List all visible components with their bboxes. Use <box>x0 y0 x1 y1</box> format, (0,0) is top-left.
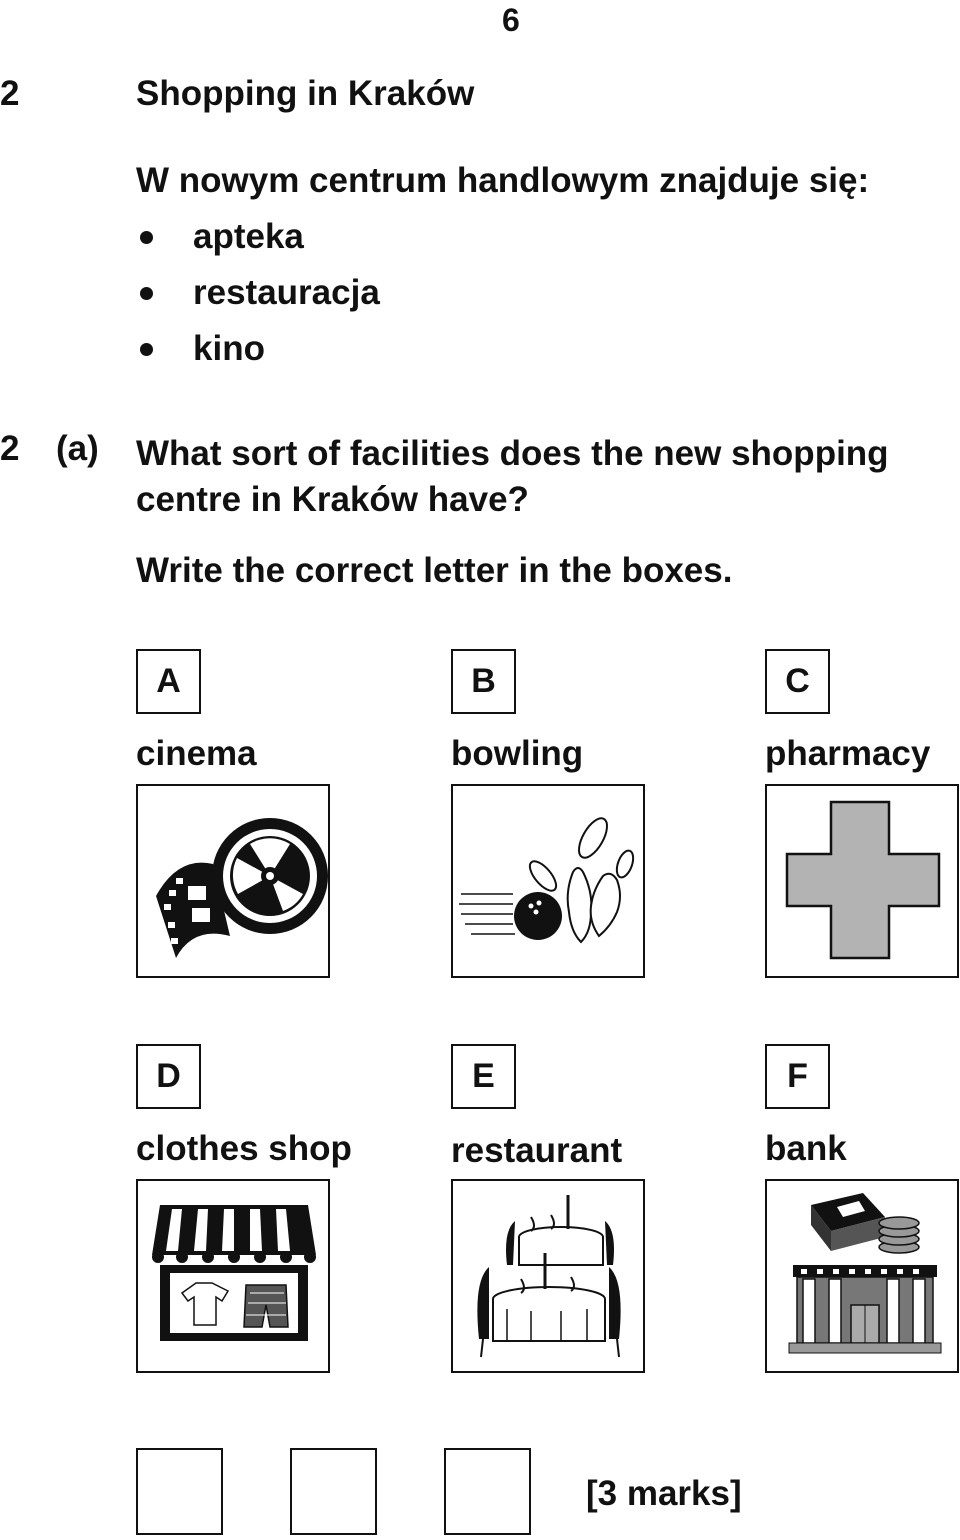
option-letter-e: E <box>451 1044 516 1109</box>
answer-box-2[interactable] <box>290 1448 377 1535</box>
pharmacy-cross-icon <box>767 786 957 976</box>
sub-question-number: 2 <box>0 429 20 468</box>
bullet-icon <box>140 343 153 356</box>
option-letter-c: C <box>765 649 830 714</box>
bullet-label: kino <box>193 329 265 368</box>
restaurant-icon <box>453 1181 643 1371</box>
film-reel-icon <box>138 786 328 976</box>
option-label-b: bowling <box>451 734 584 773</box>
option-label-f: bank <box>765 1129 847 1168</box>
option-picture-c <box>765 784 959 978</box>
page-number: 6 <box>502 2 520 38</box>
option-letter-a: A <box>136 649 201 714</box>
bullet-icon <box>140 231 153 244</box>
bullet-icon <box>140 287 153 300</box>
bank-icon <box>767 1181 957 1371</box>
question-title: Shopping in Kraków <box>136 74 475 113</box>
option-picture-e <box>451 1179 645 1373</box>
answer-box-1[interactable] <box>136 1448 223 1535</box>
option-label-c: pharmacy <box>765 734 931 773</box>
option-letter-f: F <box>765 1044 830 1109</box>
option-picture-b <box>451 784 645 978</box>
option-label-e: restaurant <box>451 1131 623 1170</box>
option-picture-a <box>136 784 330 978</box>
intro-text: W nowym centrum handlowym znajduje się: <box>136 161 870 200</box>
bullet-label: apteka <box>193 217 304 256</box>
option-letter-d: D <box>136 1044 201 1109</box>
marks-label: [3 marks] <box>586 1474 742 1513</box>
option-label-d: clothes shop <box>136 1129 352 1168</box>
answer-box-3[interactable] <box>444 1448 531 1535</box>
clothes-shop-icon <box>138 1181 328 1371</box>
question-text: What sort of facilities does the new shopping centre in Kraków have? <box>136 434 889 519</box>
option-letter-b: B <box>451 649 516 714</box>
bowling-icon <box>453 786 643 976</box>
sub-question-part: (a) <box>56 429 99 468</box>
question-number: 2 <box>0 74 20 113</box>
instruction-text: Write the correct letter in the boxes. <box>136 551 733 590</box>
option-label-a: cinema <box>136 734 257 773</box>
bullet-label: restauracja <box>193 273 380 312</box>
option-picture-d <box>136 1179 330 1373</box>
option-picture-f <box>765 1179 959 1373</box>
